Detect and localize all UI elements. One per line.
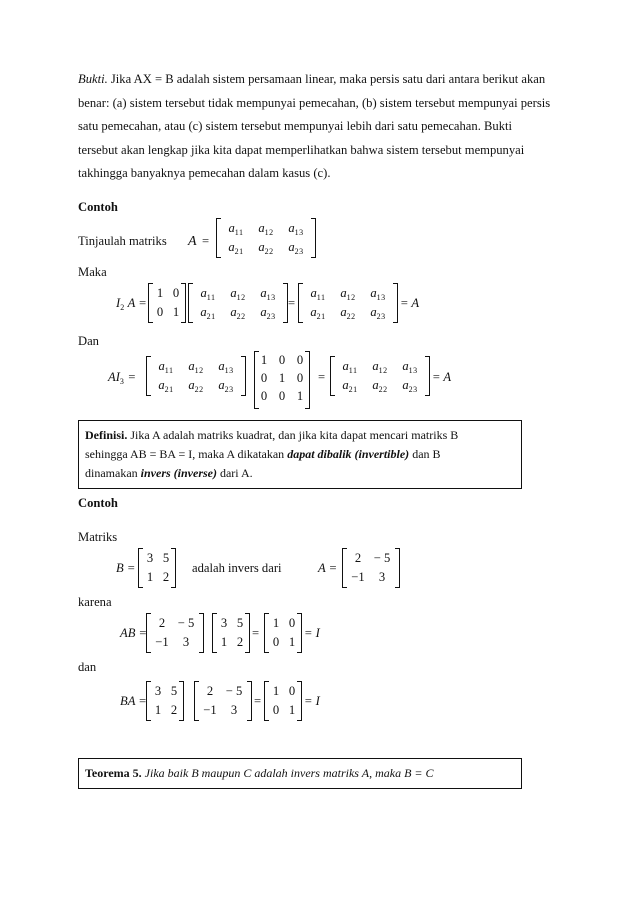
- B-equals: B =: [116, 561, 136, 575]
- result-A-2: = A: [432, 370, 452, 384]
- identity-3-matrix: 1 0 0 0 1 0 0 0 1: [254, 351, 310, 409]
- matrix-A-copy-1: $a_{11}$ $a_{12}$ $a_{13}$ $a_{21}$ $a_{22}$ $a_{23}$: [188, 283, 288, 323]
- AB-equals: AB =: [120, 626, 148, 640]
- matrix-B-in-AB: 3 5 1 2: [212, 613, 250, 653]
- proof-line-1: Bukti. Jika AX = B adalah sistem persamaan linear, maka persis satu dari antara berikut akan: [78, 72, 546, 86]
- proof-line-5: takhingga banyaknya pemecahan dalam kasus (c).: [78, 166, 331, 180]
- matrix-B-in-BA: 3 5 1 2: [146, 681, 184, 721]
- dan-label-2: dan: [78, 660, 97, 674]
- a22: $a_{22}$: [258, 240, 274, 256]
- proof-line-2: benar: (a) sistem tersebut tidak mempunyai pemecahan, (b) sistem tersebut mempunyai persis: [78, 95, 551, 110]
- matrix-A: [216, 218, 316, 258]
- matrix-A-copy-3: $a_{11}$ $a_{12}$ $a_{13}$ $a_{21}$ $a_{22}$ $a_{23}$: [146, 356, 246, 396]
- maka-label: Maka: [78, 265, 107, 279]
- tinjau-label: Tinjaulah matriks: [78, 234, 167, 248]
- definition-line-3: dinamakan invers (inverse) dari A.: [85, 466, 253, 480]
- adalah-invers-text: adalah invers dari: [192, 561, 282, 575]
- definition-line-2: sehingga AB = BA = I, maka A dikatakan dapat dibalik (invertible) dan B: [85, 447, 441, 461]
- AI3-symbol: $AI_3$ =: [108, 370, 137, 386]
- identity-2-matrix: 1 0 0 1: [148, 283, 186, 323]
- matrix-A-copy-2: $a_{11}$ $a_{12}$ $a_{13}$ $a_{21}$ $a_{22}$ $a_{23}$: [298, 283, 398, 323]
- matrix-A-inverse: 2 − 5 −1 3: [342, 548, 400, 588]
- identity-in-AB: 1 0 0 1: [264, 613, 302, 653]
- matrix-A-in-AB: 2 − 5 −1 3: [146, 613, 204, 653]
- result-A-1: = A: [400, 296, 420, 310]
- matrix-A-in-BA: 2 − 5 −1 3: [194, 681, 252, 721]
- equals-sign-2: =: [288, 296, 296, 310]
- a23: $a_{23}$: [288, 240, 304, 256]
- dan-label-1: Dan: [78, 334, 99, 348]
- a21: $a_{21}$: [228, 240, 244, 256]
- equals-I-BA: = I: [304, 694, 320, 708]
- example1-heading: Contoh: [78, 200, 118, 214]
- proof-paragraph: [78, 68, 562, 186]
- definition-line-1: Definisi. Jika A adalah matriks kuadrat, dan jika kita dapat mencari matriks B: [85, 428, 459, 442]
- equals-AB: =: [252, 626, 260, 640]
- equals-sign: =: [202, 234, 210, 248]
- I2-symbol: $I_2$ A =: [116, 296, 147, 312]
- theorem-box: Teorema 5. Jika baik B maupun C adalah invers matriks A, maka B = C: [78, 758, 522, 789]
- a11: $a_{11}$: [228, 221, 244, 237]
- karena-label: karena: [78, 595, 112, 609]
- example2-heading: Contoh: [78, 496, 118, 510]
- a13: $a_{13}$: [288, 221, 304, 237]
- matriks-label: Matriks: [78, 530, 118, 544]
- BA-equals: BA =: [120, 694, 147, 708]
- matrix-A-copy-4: $a_{11}$ $a_{12}$ $a_{13}$ $a_{21}$ $a_{22}$ $a_{23}$: [330, 356, 430, 396]
- A-equals: A =: [318, 561, 338, 575]
- matrix-B: 3 5 1 2: [138, 548, 176, 588]
- definition-box: [78, 420, 522, 489]
- a12: $a_{12}$: [258, 221, 274, 237]
- equals-BA: =: [254, 694, 262, 708]
- equals-sign-3: =: [318, 370, 326, 384]
- equals-I-AB: = I: [304, 626, 320, 640]
- proof-line-3: satu pemecahan, atau (c) sistem tersebut mempunyai lebih dari satu pemecahan. Bukti: [78, 119, 512, 133]
- matrix-A-name: A: [188, 234, 197, 249]
- identity-in-BA: 1 0 0 1: [264, 681, 302, 721]
- proof-line-4: tersebut akan lengkap jika kita dapat memperlihatkan bahwa sistem tersebut mempunyai: [78, 142, 525, 157]
